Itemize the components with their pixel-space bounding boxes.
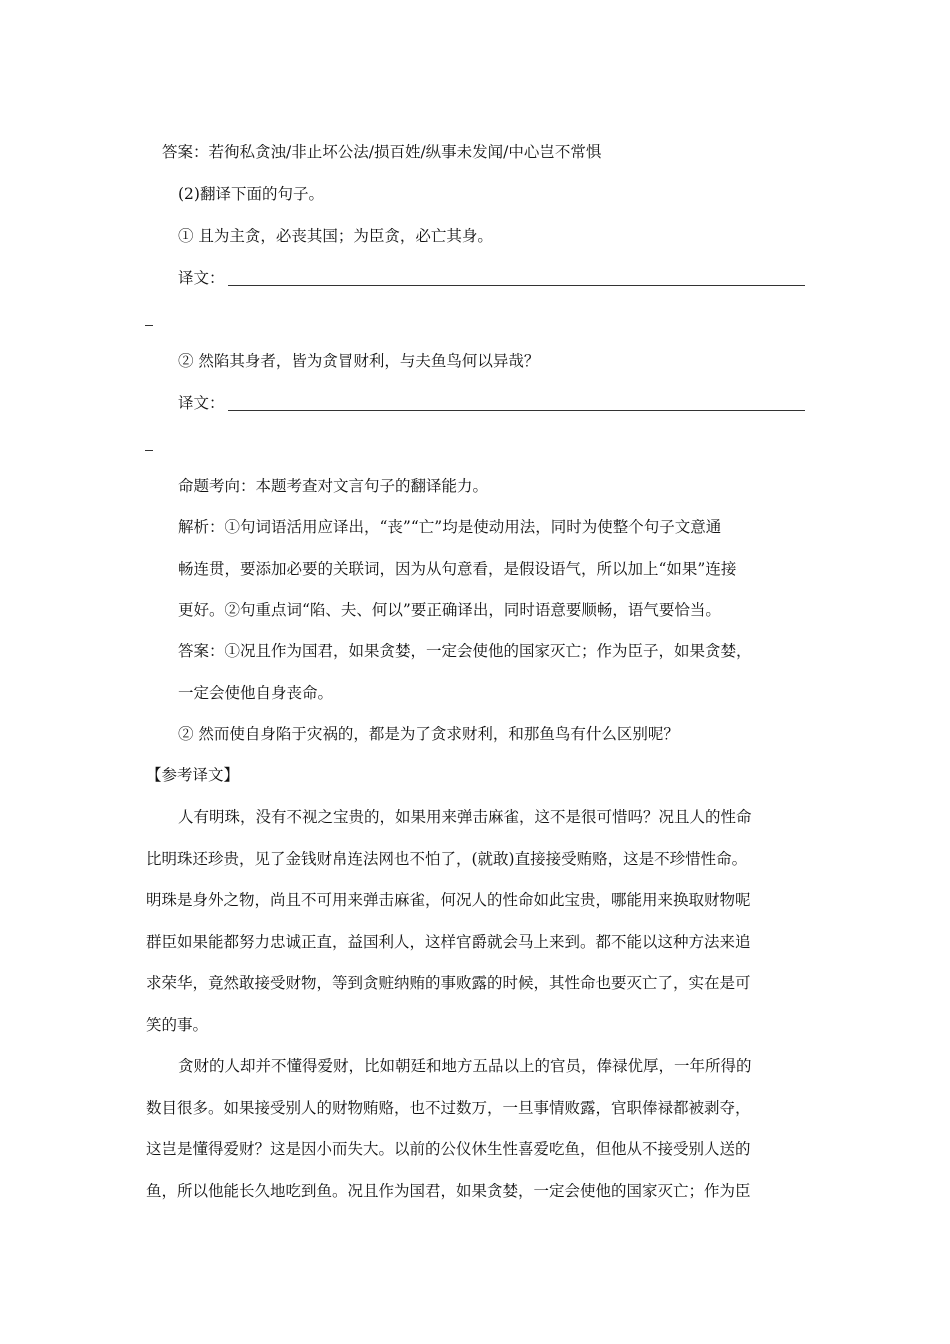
question-title: (2)翻译下面的句子。 bbox=[178, 185, 324, 203]
analysis-line: 畅连贯，要添加必要的关联词，因为从句意看，是假设语气，所以加上“如果”连接 bbox=[178, 560, 737, 578]
paragraph-line: 人有明珠，没有不视之宝贵的，如果用来弹击麻雀，这不是很可惜吗？况且人的性命 bbox=[178, 808, 752, 826]
translation-label: 译文： bbox=[178, 269, 225, 287]
continuation-mark bbox=[145, 450, 153, 451]
translation-label: 译文： bbox=[178, 394, 225, 412]
paragraph-line: 笑的事。 bbox=[146, 1016, 209, 1034]
paragraph-line: 明珠是身外之物，尚且不可用来弹击麻雀，何况人的性命如此宝贵，哪能用来换取财物呢 bbox=[146, 891, 751, 909]
analysis-line: 更好。②句重点词“陷、夫、何以”要正确译出，同时语意要顺畅，语气要恰当。 bbox=[178, 601, 721, 619]
answer-line: 一定会使他自身丧命。 bbox=[178, 684, 334, 702]
paragraph-line: 鱼，所以他能长久地吃到鱼。况且作为国君，如果贪婪，一定会使他的国家灭亡；作为臣 bbox=[146, 1182, 751, 1200]
continuation-mark bbox=[145, 325, 153, 326]
paragraph-line: 群臣如果能都努力忠诚正直，益国利人，这样官爵就会马上来到。都不能以这种方法来追 bbox=[146, 933, 751, 951]
paragraph-line: 这岂是懂得爱财？这是因小而失大。以前的公仪休生性喜爱吃鱼，但他从不接受别人送的 bbox=[146, 1140, 751, 1158]
section-heading: 【参考译文】 bbox=[146, 766, 240, 784]
paragraph-line: 求荣华，竟然敢接受财物，等到贪赃纳贿的事败露的时候，其性命也要灭亡了，实在是可 bbox=[146, 974, 751, 992]
analysis-line: 解析：①句词语活用应译出，“丧”“亡”均是使动用法，同时为使整个句子文意通 bbox=[178, 518, 722, 536]
paragraph-line: 比明珠还珍贵，见了金钱财帛连法网也不怕了，(就敢)直接接受贿赂，这是不珍惜性命。 bbox=[146, 850, 748, 868]
translation-answer-line[interactable] bbox=[228, 285, 805, 286]
paragraph-line: 贪财的人却并不懂得爱财，比如朝廷和地方五品以上的官员，俸禄优厚，一年所得的 bbox=[178, 1057, 752, 1075]
question-item-2: ② 然陷其身者，皆为贪冒财利，与夫鱼鸟何以异哉？ bbox=[178, 352, 540, 370]
question-intent: 命题考向：本题考查对文言句子的翻译能力。 bbox=[178, 477, 489, 495]
translation-answer-line[interactable] bbox=[228, 410, 805, 411]
paragraph-line: 数目很多。如果接受别人的财物贿赂，也不过数万，一旦事情败露，官职俸禄都被剥夺， bbox=[146, 1099, 751, 1117]
answer-line: ② 然而使自身陷于灾祸的，都是为了贪求财利，和那鱼鸟有什么区别呢？ bbox=[178, 725, 679, 743]
answer-line: 答案：①况且作为国君，如果贪婪，一定会使他的国家灭亡；作为臣子，如果贪婪， bbox=[178, 642, 752, 660]
question-item-1: ① 且为主贪，必丧其国；为臣贪，必亡其身。 bbox=[178, 227, 493, 245]
answer-text: 答案：若徇私贪浊/非止坏公法/损百姓/纵事未发闻/中心岂不常惧 bbox=[162, 143, 602, 161]
